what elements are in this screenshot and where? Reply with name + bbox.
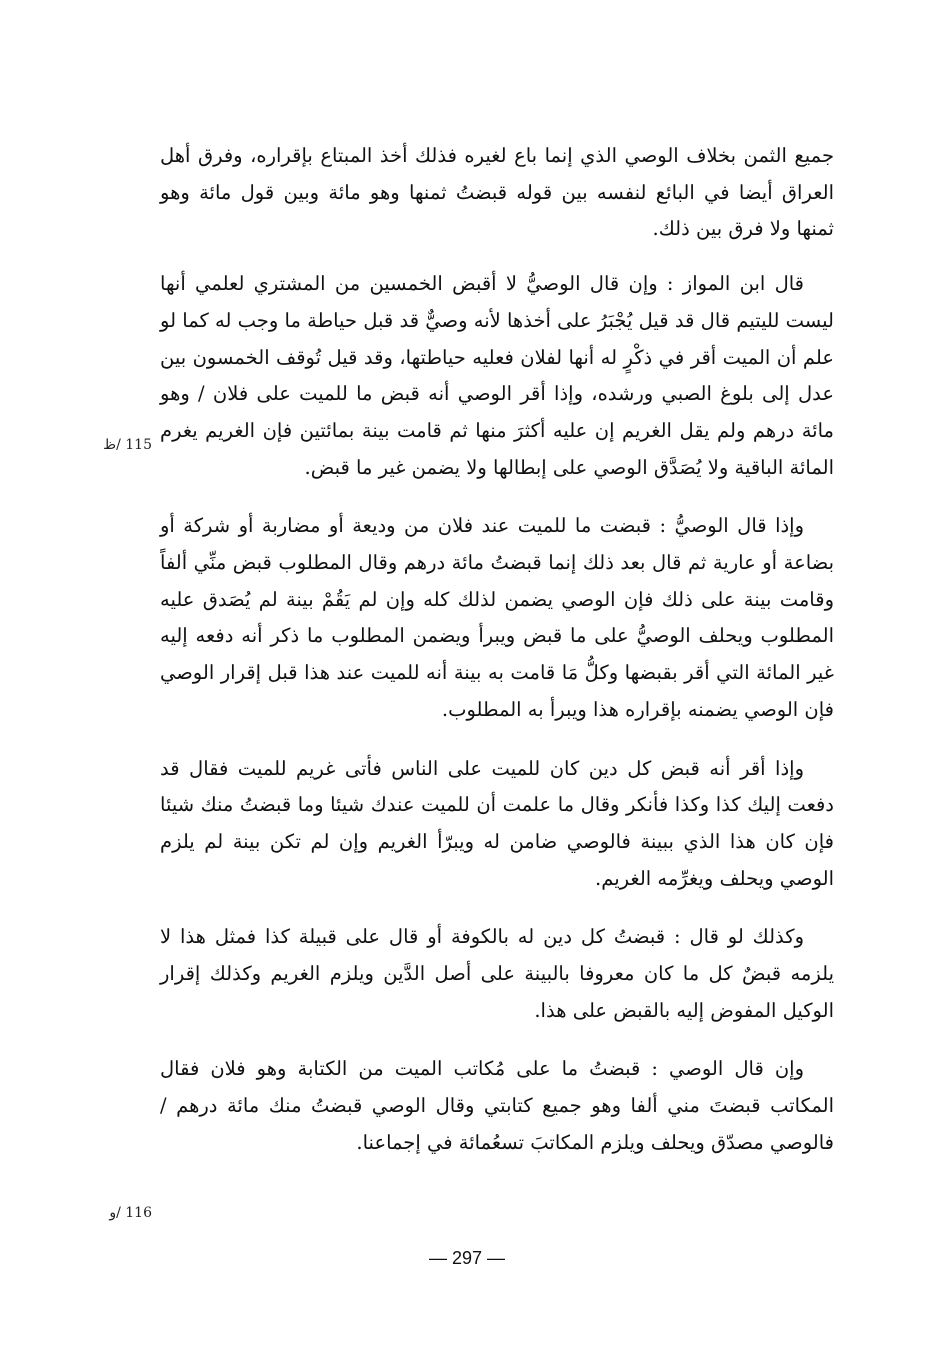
page-number: — 297 — — [428, 1248, 506, 1268]
paragraph-5: وكذلك لو قال : قبضتُ كل دين له بالكوفة أو قال على قبيلة كذا فمثل هذا لا يلزمه قبضٌ كل ما كان معروفا بالبينة على أصل الدَّين ويلزم الغريم وكذلك إقرار الوكيل المفوض إليه بالقبض على هذا. — [160, 925, 834, 1022]
page-body-text — [160, 138, 834, 1184]
paragraph-2: قال ابن المواز : وإن قال الوصيُّ لا أقبض الخمسين من المشتري لعلمي أنها ليست لليتيم قال قد قيل يُجْبَرُ على أخذها لأنه وصيٌّ قد قبل حياطة ما وجب له كما لو علم أن الميت أقر في ذكْرٍ له أنها لفلان فعليه حياطتها، وقد قيل تُوقف الخمسون بين عدل إلى بلوغ الصبي ورشده، وإذا أقر الوصي أنه قبض ما للميت على فلان / وهو مائة درهم ولم يقل الغريم إن عليه أكثرَ منها ثم قامت بينة بمائتين فإن الغريم يغرم المائة الباقية ولا يُصَدَّق الوصي على إبطالها ولا يضمن غير ما قبض. — [160, 272, 834, 479]
paragraph-4: وإذا أقر أنه قبض كل دين كان للميت على الناس فأتى غريم للميت فقال قد دفعت إليك كذا وكذا فأنكر وقال ما علمت أن للميت عندك شيئا وما قبضتُ منك شيئا فإن كان هذا الذي ببينة فالوصي ضامن له ويبرّأ الغريم وإن لم تكن بينة لم يلزم الوصي ويحلف ويغرِّمه الغريم. — [160, 756, 834, 890]
margin-folio-116: 116 /و — [109, 1205, 152, 1221]
paragraph-6: وإن قال الوصي : قبضتُ ما على مُكاتب الميت من الكتابة وهو فلان فقال المكاتب قبضتَ مني ألفا وهو جميع كتابتي وقال الوصي قبضتُ منك مائة درهم / فالوصي مصدّق ويحلف ويلزم المكاتبَ تسعُمائة في إجماعنا. — [160, 1057, 834, 1154]
paragraph-3: وإذا قال الوصيُّ : قبضت ما للميت عند فلان من وديعة أو مضاربة أو شركة أو بضاعة أو عارية ثم قال بعد ذلك إنما قبضتُ مائة درهم وقال المطلوب قبض منِّي ألفاً وقامت بينة على ذلك فإن الوصي يضمن لذلك كله وإن لم يَقُمْ بينة لم يُصَدق عليه المطلوب ويحلف الوصيُّ على ما قبض ويبرأ ويضمن المطلوب ما ذكر أنه دفعه إليه غير المائة التي أقر بقبضها وكلُّ مَا قامت به بينة أنه للميت عند هذا قبل إقرار الوصي فإن الوصي يضمنه بإقراره هذا ويبرأ به المطلوب. — [160, 514, 834, 721]
paragraph-1: جميع الثمن بخلاف الوصي الذي إنما باع لغيره فذلك أخذ المبتاع بإقراره، وفرق أهل العراق أيضا في البائع لنفسه بين قوله قبضتُ ثمنها وهو مائة وبين قول مائة وهو ثمنها ولا فرق بين ذلك. — [160, 144, 834, 241]
margin-folio-115: 115 /ظ — [103, 437, 152, 453]
